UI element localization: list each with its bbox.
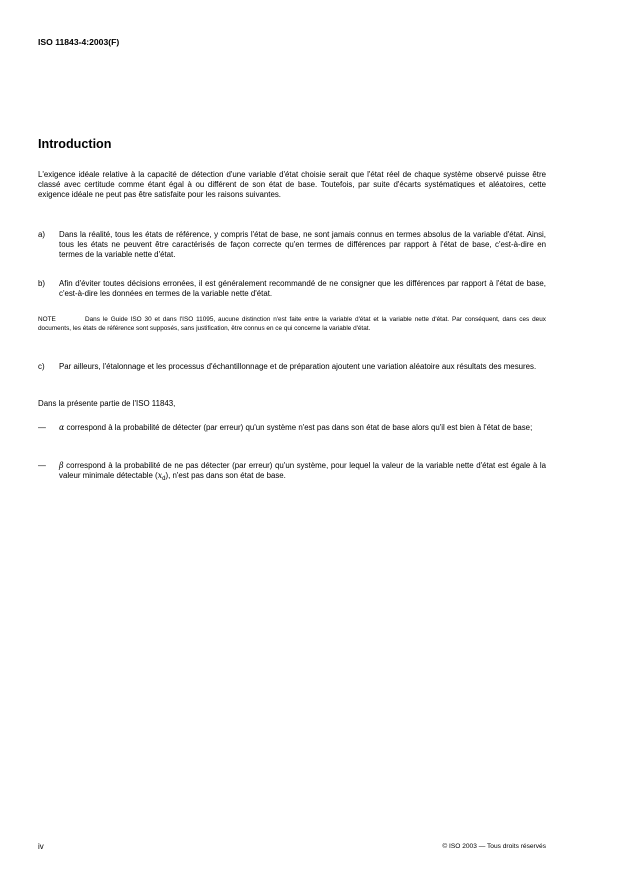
list-text: Par ailleurs, l'étalonnage et les processus d'échantillonnage et de préparation ajoutent une variation aléatoire aux résultats des mesures. — [59, 362, 537, 371]
note-block — [38, 316, 546, 334]
dash-marker: — — [38, 461, 46, 470]
list-label: c) — [38, 362, 45, 371]
dash-marker: — — [38, 423, 46, 432]
copyright-notice: © ISO 2003 — Tous droits réservés — [442, 843, 546, 850]
note-text: Dans le Guide ISO 30 et dans l'ISO 11095, aucune distinction n'est faite entre la variable d'état et la variable nette d'état. Par conséquent, dans ces deux documents, les états de référence sont supposés, sans justification, être connus en ce qui concerne la variable d'état. — [38, 316, 546, 332]
lead-sentence: Dans la présente partie de l'ISO 11843, — [38, 399, 176, 408]
definition-body: correspond à la probabilité de détecter (par erreur) qu'un système n'est pas dans son état de base alors qu'il est bien à l'état de base; — [66, 423, 533, 432]
definition-body-end: ), n'est pas dans son état de base. — [165, 471, 286, 481]
page-number: iv — [38, 842, 44, 851]
list-text: Dans la réalité, tous les états de référence, y compris l'état de base, ne sont jamais connus en termes absolus de la variable d'état. Ainsi, tous les états ne peuvent être caractérisés de façon correcte qu'en termes de différences par rapport à l'état de base, c'est-à-dire en termes de la variable nette d'état. — [59, 230, 546, 260]
note-label: NOTE — [38, 316, 56, 323]
definition-body-start: correspond à la probabilité de ne pas détecter (par erreur) qu'un système, pour lequel la valeur de la variable nette d'état est égale à la valeur minimale détectable ( — [59, 461, 546, 481]
variable-x: x — [157, 471, 163, 481]
list-text: Afin d'éviter toutes décisions erronées, il est généralement recommandé de ne consigner que les différences par rapport à l'état de base, c'est-à-dire les données en termes de la variable nette d'état. — [59, 279, 546, 299]
document-id: ISO 11843-4:2003(F) — [38, 37, 120, 47]
beta-symbol: β — [59, 461, 64, 470]
variable-subscript: d — [162, 476, 166, 483]
list-label: b) — [38, 279, 46, 288]
alpha-symbol: α — [59, 423, 65, 432]
list-label: a) — [38, 230, 46, 239]
definition-text — [59, 423, 546, 433]
intro-paragraph: L'exigence idéale relative à la capacité de détection d'une variable d'état choisie serait que l'état réel de chaque système observé puisse être classé avec certitude comme étant égal à ou différent de son état de base. Toutefois, par suite d'écarts systématiques et aléatoires, cette exigence idéale ne peut pas être satisfaite pour les raisons suivantes. — [38, 170, 546, 200]
section-title: Introduction — [38, 137, 112, 151]
definition-text — [59, 461, 546, 484]
